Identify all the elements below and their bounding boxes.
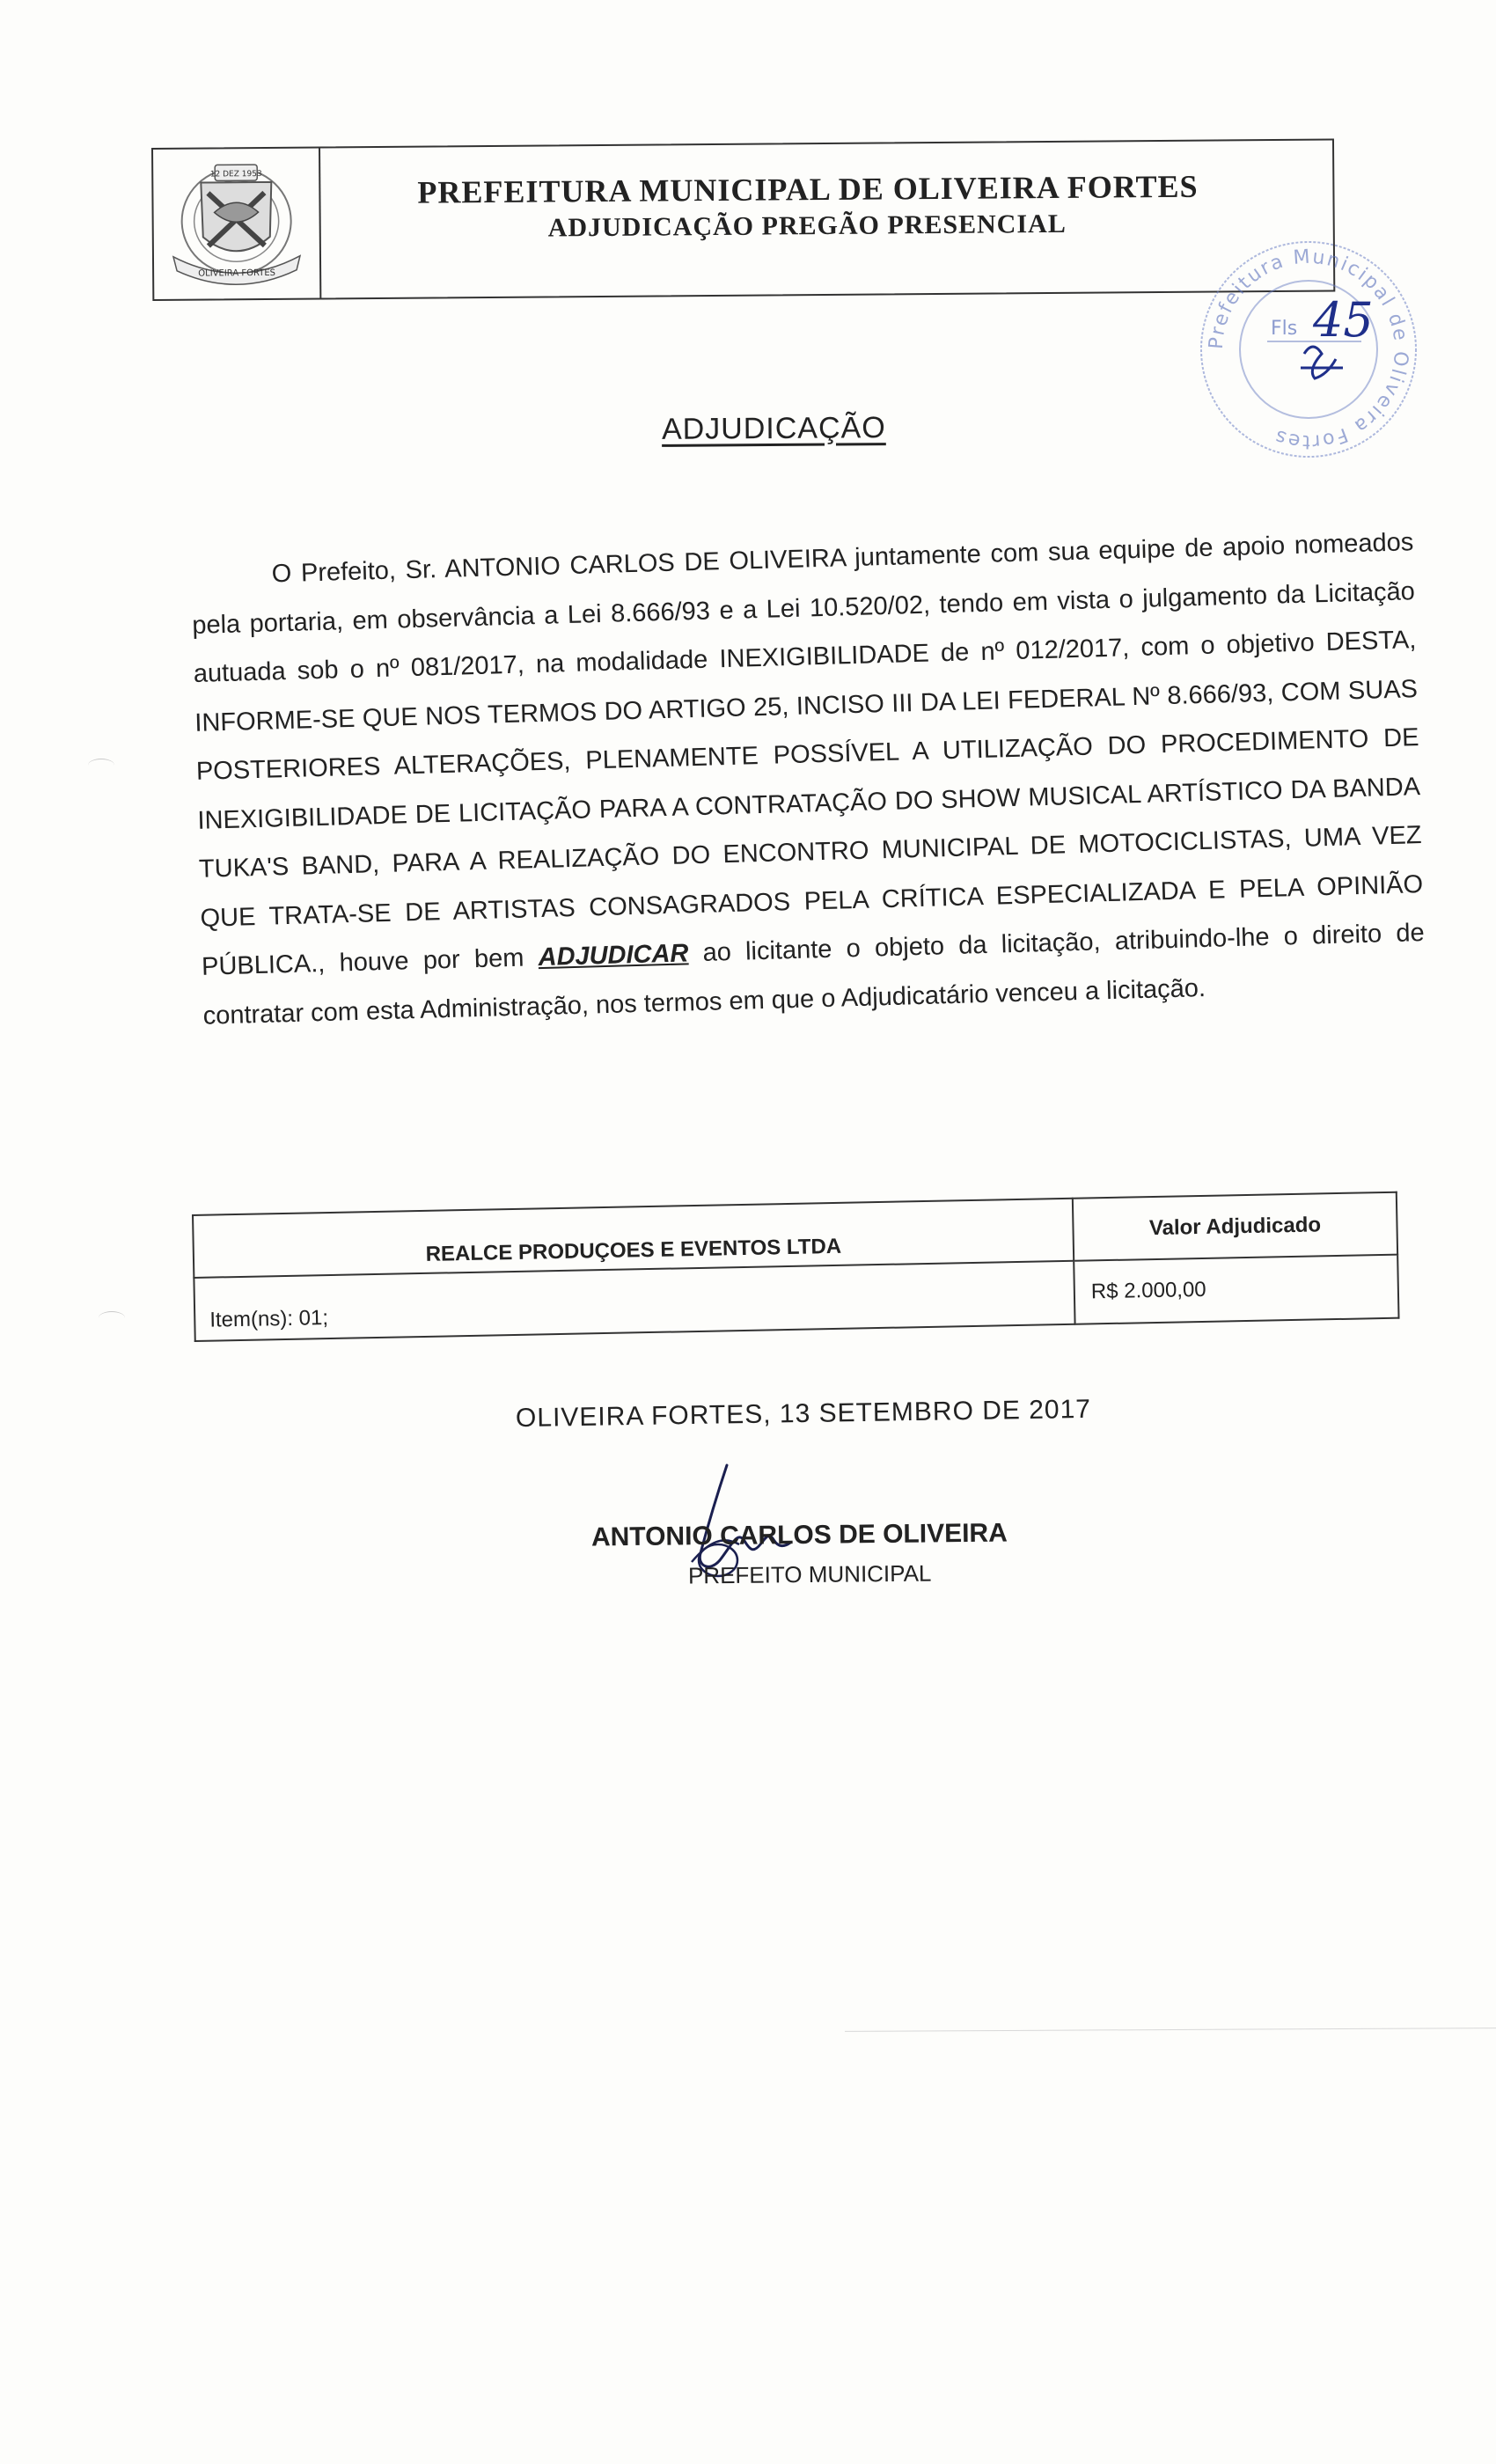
signer-role: PREFEITO MUNICIPAL	[687, 1559, 932, 1589]
items-cell: Item(ns): 01;	[194, 1261, 1074, 1341]
value-cell: R$ 2.000,00	[1074, 1255, 1398, 1324]
margin-mark	[99, 1311, 125, 1324]
body-text-part1: O Prefeito, Sr. ANTONIO CARLOS DE OLIVEIRA juntamente com sua equipe de apoio nomeados pela portaria, em observância a Lei 8.666/93 e a Lei 10.520/02, tendo em vista o julgamento da Licitação autuada sob o nº 081/2017, na modalidade INEXIGIBILIDADE de nº 012/2017, com o objetivo DESTA, INFORME-SE QUE NOS TERMOS DO ARTIGO 25, INCISO III DA LEI FEDERAL Nº 8.666/93, COM SUAS POSTERIORES ALTERAÇÕES, PLENAMENTE POSSÍVEL A UTILIZAÇÃO DO PROCEDIMENTO DE INEXIGIBILIDADE DE LICITAÇÃO PARA A CONTRATAÇÃO DO SHOW MUSICAL ARTÍSTICO DA BANDA TUKA'S BAND, PARA A REALIZAÇÃO DO ENCONTRO MUNICIPAL DE MOTOCICLISTAS, UMA VEZ QUE TRATA-SE DE ARTISTAS CONSAGRADOS PELA CRÍTICA ESPECIALIZADA E PELA OPINIÃO PÚBLICA., houve por bem	[191, 528, 1424, 981]
scan-artifact-line	[845, 2028, 1496, 2032]
adjudication-body	[190, 518, 1426, 1041]
municipality-title: PREFEITURA MUNICIPAL DE OLIVEIRA FORTES	[417, 168, 1199, 210]
municipal-stamp-icon	[1190, 231, 1427, 468]
body-paragraph	[190, 518, 1426, 1041]
coat-of-arms-icon	[165, 158, 307, 290]
letterhead	[151, 138, 1335, 301]
place-date-line: OLIVEIRA FORTES, 13 SETEMBRO DE 2017	[515, 1394, 1092, 1434]
value-header-cell: Valor Adjudicado	[1073, 1192, 1397, 1261]
document-type-subtitle: ADJUDICAÇÃO PREGÃO PRESENCIAL	[547, 209, 1067, 243]
margin-mark	[88, 759, 114, 772]
svg-text:OLIVEIRA FORTES: OLIVEIRA FORTES	[198, 268, 276, 279]
body-text-part2: ao licitante o objeto da licitação, atribuindo-lhe o direito de contratar com esta Administração, nos termos em que o Adjudicatário venceu a licitação.	[202, 919, 1426, 1030]
letterhead-text	[417, 167, 1298, 245]
svg-text:12 DEZ 1953: 12 DEZ 1953	[209, 170, 262, 180]
document-heading: ADJUDICAÇÃO	[661, 411, 886, 446]
adjudicar-emphasis: ADJUDICAR	[538, 939, 689, 972]
signer-name: ANTONIO CARLOS DE OLIVEIRA	[590, 1518, 1008, 1552]
award-table	[192, 1192, 1400, 1342]
svg-text:Fls: Fls	[1271, 318, 1298, 340]
logo-cell	[153, 148, 321, 298]
svg-text:45: 45	[1313, 292, 1374, 348]
svg-text:Prefeitura Municipal de Olivei: Prefeitura Municipal de Oliveira Fortes	[1205, 246, 1412, 453]
company-name-cell: REALCE PRODUÇOES E EVENTOS LTDA	[193, 1199, 1074, 1278]
